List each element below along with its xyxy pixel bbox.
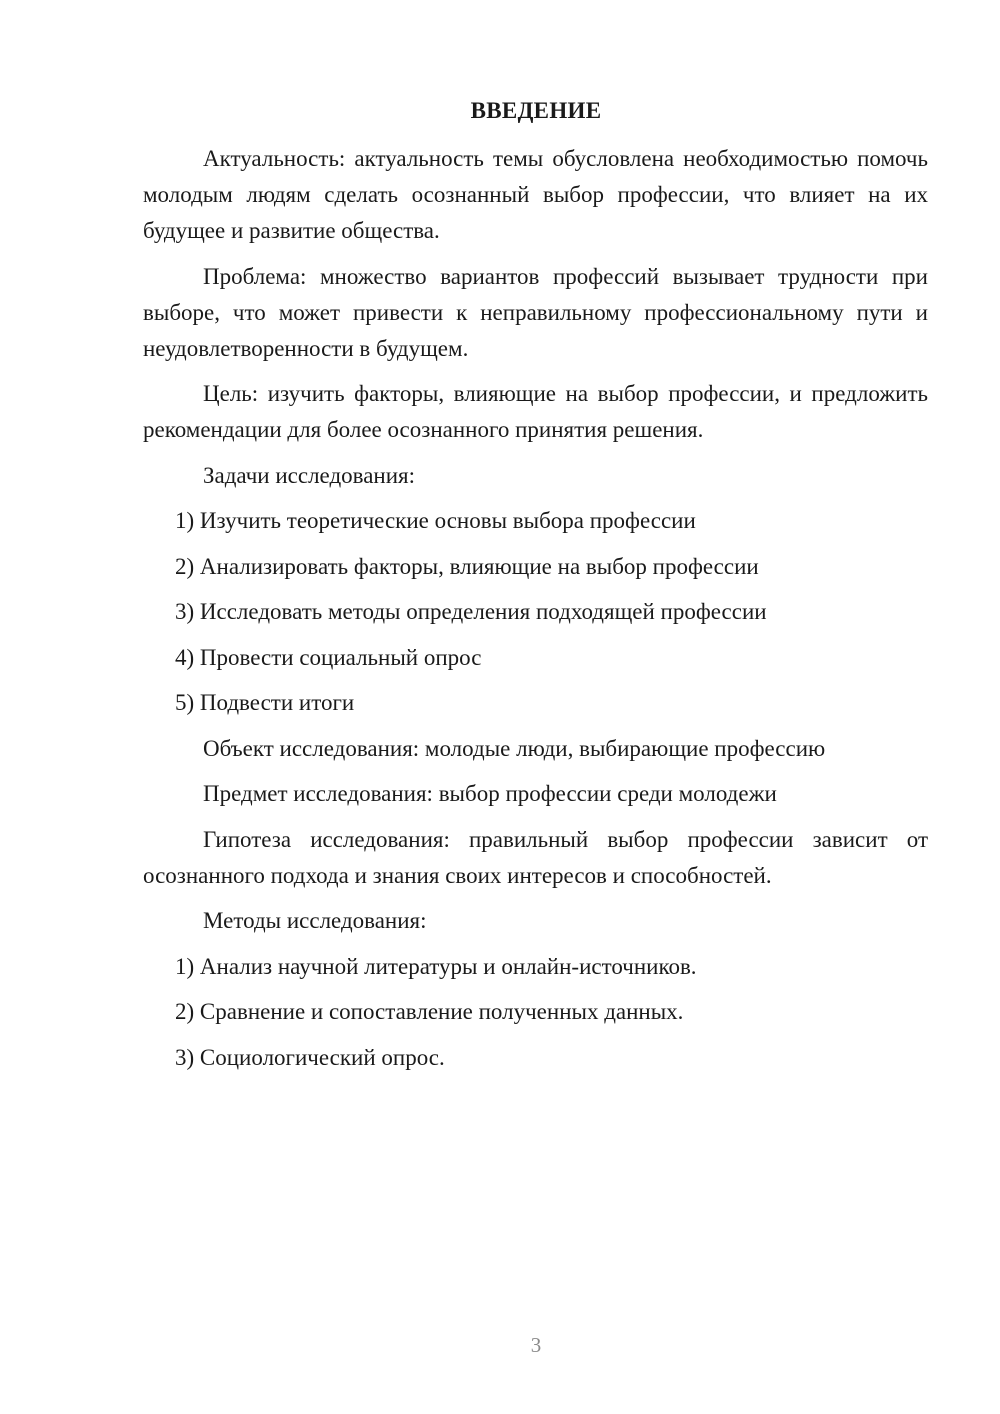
body-text: [143, 141, 928, 1085]
list-item-task-4: 4) Провести социальный опрос: [175, 644, 482, 670]
list-item-task-2: 2) Анализировать факторы, влияющие на выбор профессии: [175, 553, 759, 579]
list-item-task-5: 5) Подвести итоги: [175, 690, 355, 715]
paragraph-goal: Цель: изучить факторы, влияющие на выбор профессии, и предложить рекомендации для более осознанного принятия решения.: [143, 381, 928, 442]
paragraph-object: Объект исследования: молодые люди, выбирающие профессию: [203, 735, 826, 761]
paragraph-subject: Предмет исследования: выбор профессии среди молодежи: [203, 781, 777, 806]
list-item-task-3: 3) Исследовать методы определения подходящей профессии: [175, 599, 767, 624]
list-item-method-1: 1) Анализ научной литературы и онлайн-источников.: [175, 953, 697, 979]
tasks-list: [143, 503, 928, 721]
list-item-method-3: 3) Социологический опрос.: [175, 1044, 445, 1070]
list-item-method-2: 2) Сравнение и сопоставление полученных данных.: [175, 999, 684, 1024]
paragraph-relevance: Актуальность: актуальность темы обусловлена необходимостью помочь молодым людям сделать осознанный выбор профессии, что влияет на их будущее и развитие общества.: [143, 146, 928, 243]
page-number: 3: [530, 1333, 542, 1357]
paragraph-problem: Проблема: множество вариантов профессий вызывает трудности при выборе, что может привести к неправильному профессиональному пути и неудовлетворенности в будущем.: [143, 263, 928, 361]
methods-title: Методы исследования:: [203, 908, 427, 933]
paragraph-hypothesis: Гипотеза исследования: правильный выбор профессии зависит от осознанного подхода и знания своих интересов и способностей.: [143, 826, 928, 888]
page-title: ВВЕДЕНИЕ: [470, 98, 602, 123]
list-item-task-1: 1) Изучить теоретические основы выбора профессии: [175, 508, 696, 533]
methods-list: [143, 949, 928, 1076]
tasks-title: Задачи исследования:: [203, 462, 416, 488]
